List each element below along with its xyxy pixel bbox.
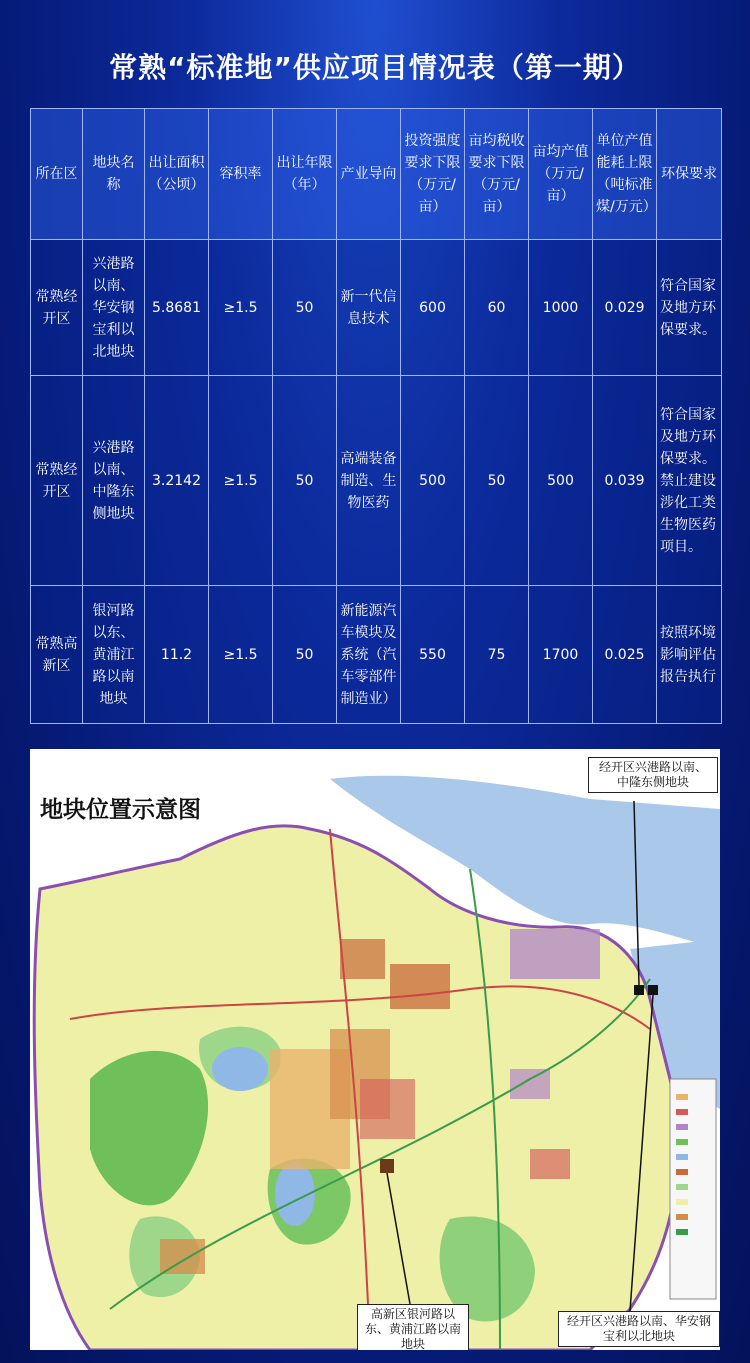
area-cell: 3.2142 xyxy=(145,376,209,586)
area-cell: 5.8681 xyxy=(145,240,209,376)
energy-cell: 0.029 xyxy=(593,240,657,376)
env-cell: 按照环境影响评估报告执行 xyxy=(657,586,722,724)
location-map xyxy=(30,749,720,1350)
industry-cell: 新能源汽车模块及系统（汽车零部件制造业） xyxy=(337,586,401,724)
energy-cell: 0.039 xyxy=(593,376,657,586)
table-row xyxy=(31,240,722,376)
district-cell: 常熟经开区 xyxy=(31,376,83,586)
map-title: 地块位置示意图 xyxy=(40,797,201,823)
header-cell: 环保要求 xyxy=(657,109,722,240)
far-cell: ≥1.5 xyxy=(209,586,273,724)
output-cell: 1000 xyxy=(529,240,593,376)
tax-cell: 75 xyxy=(465,586,529,724)
header-cell: 出让年限（年） xyxy=(273,109,337,240)
far-cell: ≥1.5 xyxy=(209,376,273,586)
header-cell: 所在区 xyxy=(31,109,83,240)
table-row xyxy=(31,376,722,586)
env-cell: 符合国家及地方环保要求。禁止建设涉化工类生物医药项目。 xyxy=(657,376,722,586)
map-callout-bottom-left: 高新区银河路以东、黄浦江路以南地块 xyxy=(357,1304,469,1350)
tax-cell: 50 xyxy=(465,376,529,586)
area-cell: 11.2 xyxy=(145,586,209,724)
energy-cell: 0.025 xyxy=(593,586,657,724)
district-cell: 常熟高新区 xyxy=(31,586,83,724)
industry-cell: 高端装备制造、生物医药 xyxy=(337,376,401,586)
plot-cell: 兴港路以南、中隆东侧地块 xyxy=(83,376,145,586)
years-cell: 50 xyxy=(273,376,337,586)
table-row xyxy=(31,586,722,724)
far-cell: ≥1.5 xyxy=(209,240,273,376)
header-cell: 容积率 xyxy=(209,109,273,240)
header-cell: 单位产值能耗上限（吨标准煤/万元） xyxy=(593,109,657,240)
page-title: 常熟“标准地”供应项目情况表（第一期） xyxy=(109,51,641,84)
header-cell: 投资强度要求下限（万元/亩） xyxy=(401,109,465,240)
output-cell: 1700 xyxy=(529,586,593,724)
industry-cell: 新一代信息技术 xyxy=(337,240,401,376)
district-cell: 常熟经开区 xyxy=(31,240,83,376)
header-cell: 产业导向 xyxy=(337,109,401,240)
header-cell: 亩均产值（万元/亩） xyxy=(529,109,593,240)
supply-table xyxy=(30,108,722,724)
years-cell: 50 xyxy=(273,586,337,724)
investment-cell: 500 xyxy=(401,376,465,586)
investment-cell: 600 xyxy=(401,240,465,376)
tax-cell: 60 xyxy=(465,240,529,376)
header-cell: 出让面积（公顷） xyxy=(145,109,209,240)
map-callout-top: 经开区兴港路以南、中隆东侧地块 xyxy=(588,757,718,793)
env-cell: 符合国家及地方环保要求。 xyxy=(657,240,722,376)
table-header-row xyxy=(31,109,722,240)
plot-cell: 兴港路以南、华安钢宝利以北地块 xyxy=(83,240,145,376)
map-callout-bottom-right: 经开区兴港路以南、华安钢宝利以北地块 xyxy=(558,1311,720,1347)
investment-cell: 550 xyxy=(401,586,465,724)
map-illustration xyxy=(30,749,720,1350)
header-cell: 亩均税收要求下限（万元/亩） xyxy=(465,109,529,240)
header-cell: 地块名称 xyxy=(83,109,145,240)
plot-cell: 银河路以东、黄浦江路以南地块 xyxy=(83,586,145,724)
output-cell: 500 xyxy=(529,376,593,586)
years-cell: 50 xyxy=(273,240,337,376)
